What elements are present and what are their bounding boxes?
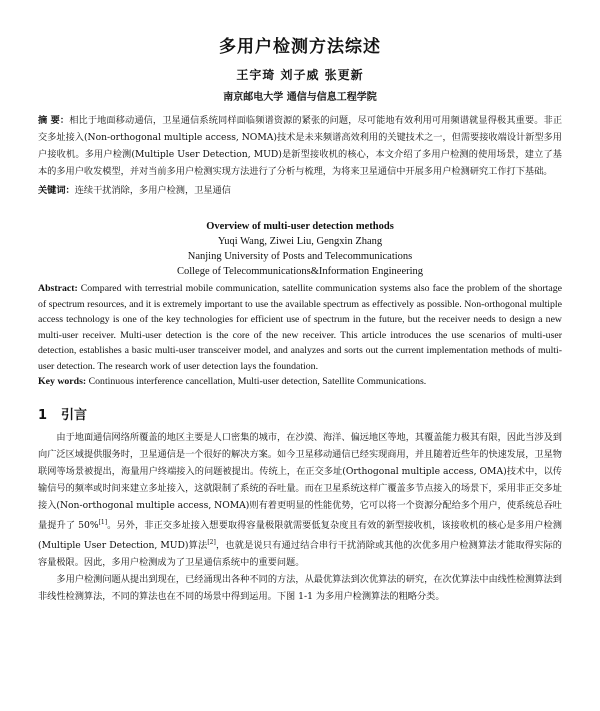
chinese-keywords-label: 关键词： <box>38 185 75 196</box>
paragraph-1-part-a: 由于地面通信网络所覆盖的地区主要是人口密集的城市，在沙漠、海洋、偏远地区等地，其覆盖能力极其有限，因此当涉及到向广泛区域提供服务时，卫星通信是一个很好的解决方案。如今卫星移动通信已经实现商用，并且随着近些年的快速发展，卫星物联网等场景被提出，海量用户终端接入的问题被提出。传统上，在正交多址(Orthogonal multiple access, OMA)技术中，以传输信号的频率或时间来建立多址接入，这就限制了系统的吞吐量。而在卫星系统这样广覆盖多节点接入的场景下，采用非正交多址接入(Non-orthogonal multiple access, NOMA)则有着更明显的性能优势，它可以将一个资源分配给多个用户，使系统总吞吐量提升了 50% <box>38 431 562 531</box>
chinese-abstract-text: 相比于地面移动通信，卫星通信系统同样面临频谱资源的紧张的问题，尽可能地有效利用可用频谱就显得极其重要。非正交多址接入(Non-orthogonal multiple access, NOMA)技术是未来频谱高效利用的关键技术之一，但需要接收端设计新型多用户接收机。多用户检测(Multiple User Detection, MUD)是新型接收机的核心，本文介绍了多用户检测的使用场景，建立了基本的多用户收发模型，并对当前多用户检测实现方法进行了分析与梳理，为将来卫星通信中开展多用户检测研究工作打下基础。 <box>38 115 563 177</box>
chinese-affiliation: 南京邮电大学 通信与信息工程学院 <box>223 92 377 103</box>
english-header <box>38 219 562 279</box>
body-paragraph-1 <box>38 429 562 571</box>
english-authors: Yuqi Wang, Ziwei Liu, Gengxin Zhang <box>217 236 383 247</box>
english-abstract <box>38 281 562 374</box>
body-paragraph-2: 多用户检测问题从提出到现在，已经涌现出各种不同的方法，从最优算法到次优算法的研究，在次优算法中由线性检测算法到非线性检测算法，不同的算法也在不同的场景中得到运用。下图 1-1 为多用户检测算法的粗略分类。 <box>38 573 562 602</box>
chinese-authors: 王宇琦 刘子威 张更新 <box>236 68 364 82</box>
section-number: 1 <box>38 407 48 423</box>
chinese-abstract <box>38 112 562 180</box>
english-keywords-label: Key words: <box>38 376 87 387</box>
english-abstract-label: Abstract: <box>38 283 78 294</box>
section-heading <box>38 404 562 423</box>
english-university: Nanjing University of Posts and Telecommunications <box>187 251 413 262</box>
chinese-title: 多用户检测方法综述 <box>219 37 381 57</box>
chinese-abstract-label: 摘 要： <box>38 115 70 126</box>
english-college: College of Telecommunications&Information Engineering <box>176 266 424 277</box>
paragraph-1-part-c: ，也就是说只有通过结合串行干扰消除或其他的次优多用户检测算法才能取得实际的容量极限。因此，多用户检测成为了卫星通信系统中的重要问题。 <box>38 539 562 568</box>
english-keywords <box>38 374 562 390</box>
english-abstract-text: Compared with terrestrial mobile communication, satellite communication systems also face the problem of the shortage of spectrum resources, and it is extremely important to use the available spectrum as effectively as possible. Non-orthogonal multiple access technology is one of the key technologies for efficient use of spectrum in the future, but the receiver needs to design a new multi-user receiver. Multi-user detection is the core of the new receiver. This article introduces the use scenarios of multi-user detection, establishes a basic multi-user transceiver model, and analyzes and sorts out the current implementation methods of multi-user detection. The research work of user detection lays the foundation. <box>38 283 562 372</box>
chinese-keywords-text: 连续干扰消除，多用户检测，卫星通信 <box>74 185 231 196</box>
english-keywords-text: Continuous interference cancellation, Multi-user detection, Satellite Communications. <box>88 376 427 387</box>
chinese-keywords <box>38 182 562 199</box>
citation-ref-1: [1] <box>98 518 108 526</box>
citation-ref-2: [2] <box>207 538 216 546</box>
section-title: 引言 <box>61 407 88 423</box>
english-title: Overview of multi-user detection methods <box>206 221 394 232</box>
paragraph-1-part-b: 。另外，非正交多址接入想要取得容量极限就需要低复杂度且有效的新型接收机，该接收机的核心是多用户检测(Multiple User Detection, MUD)算法 <box>38 519 562 551</box>
